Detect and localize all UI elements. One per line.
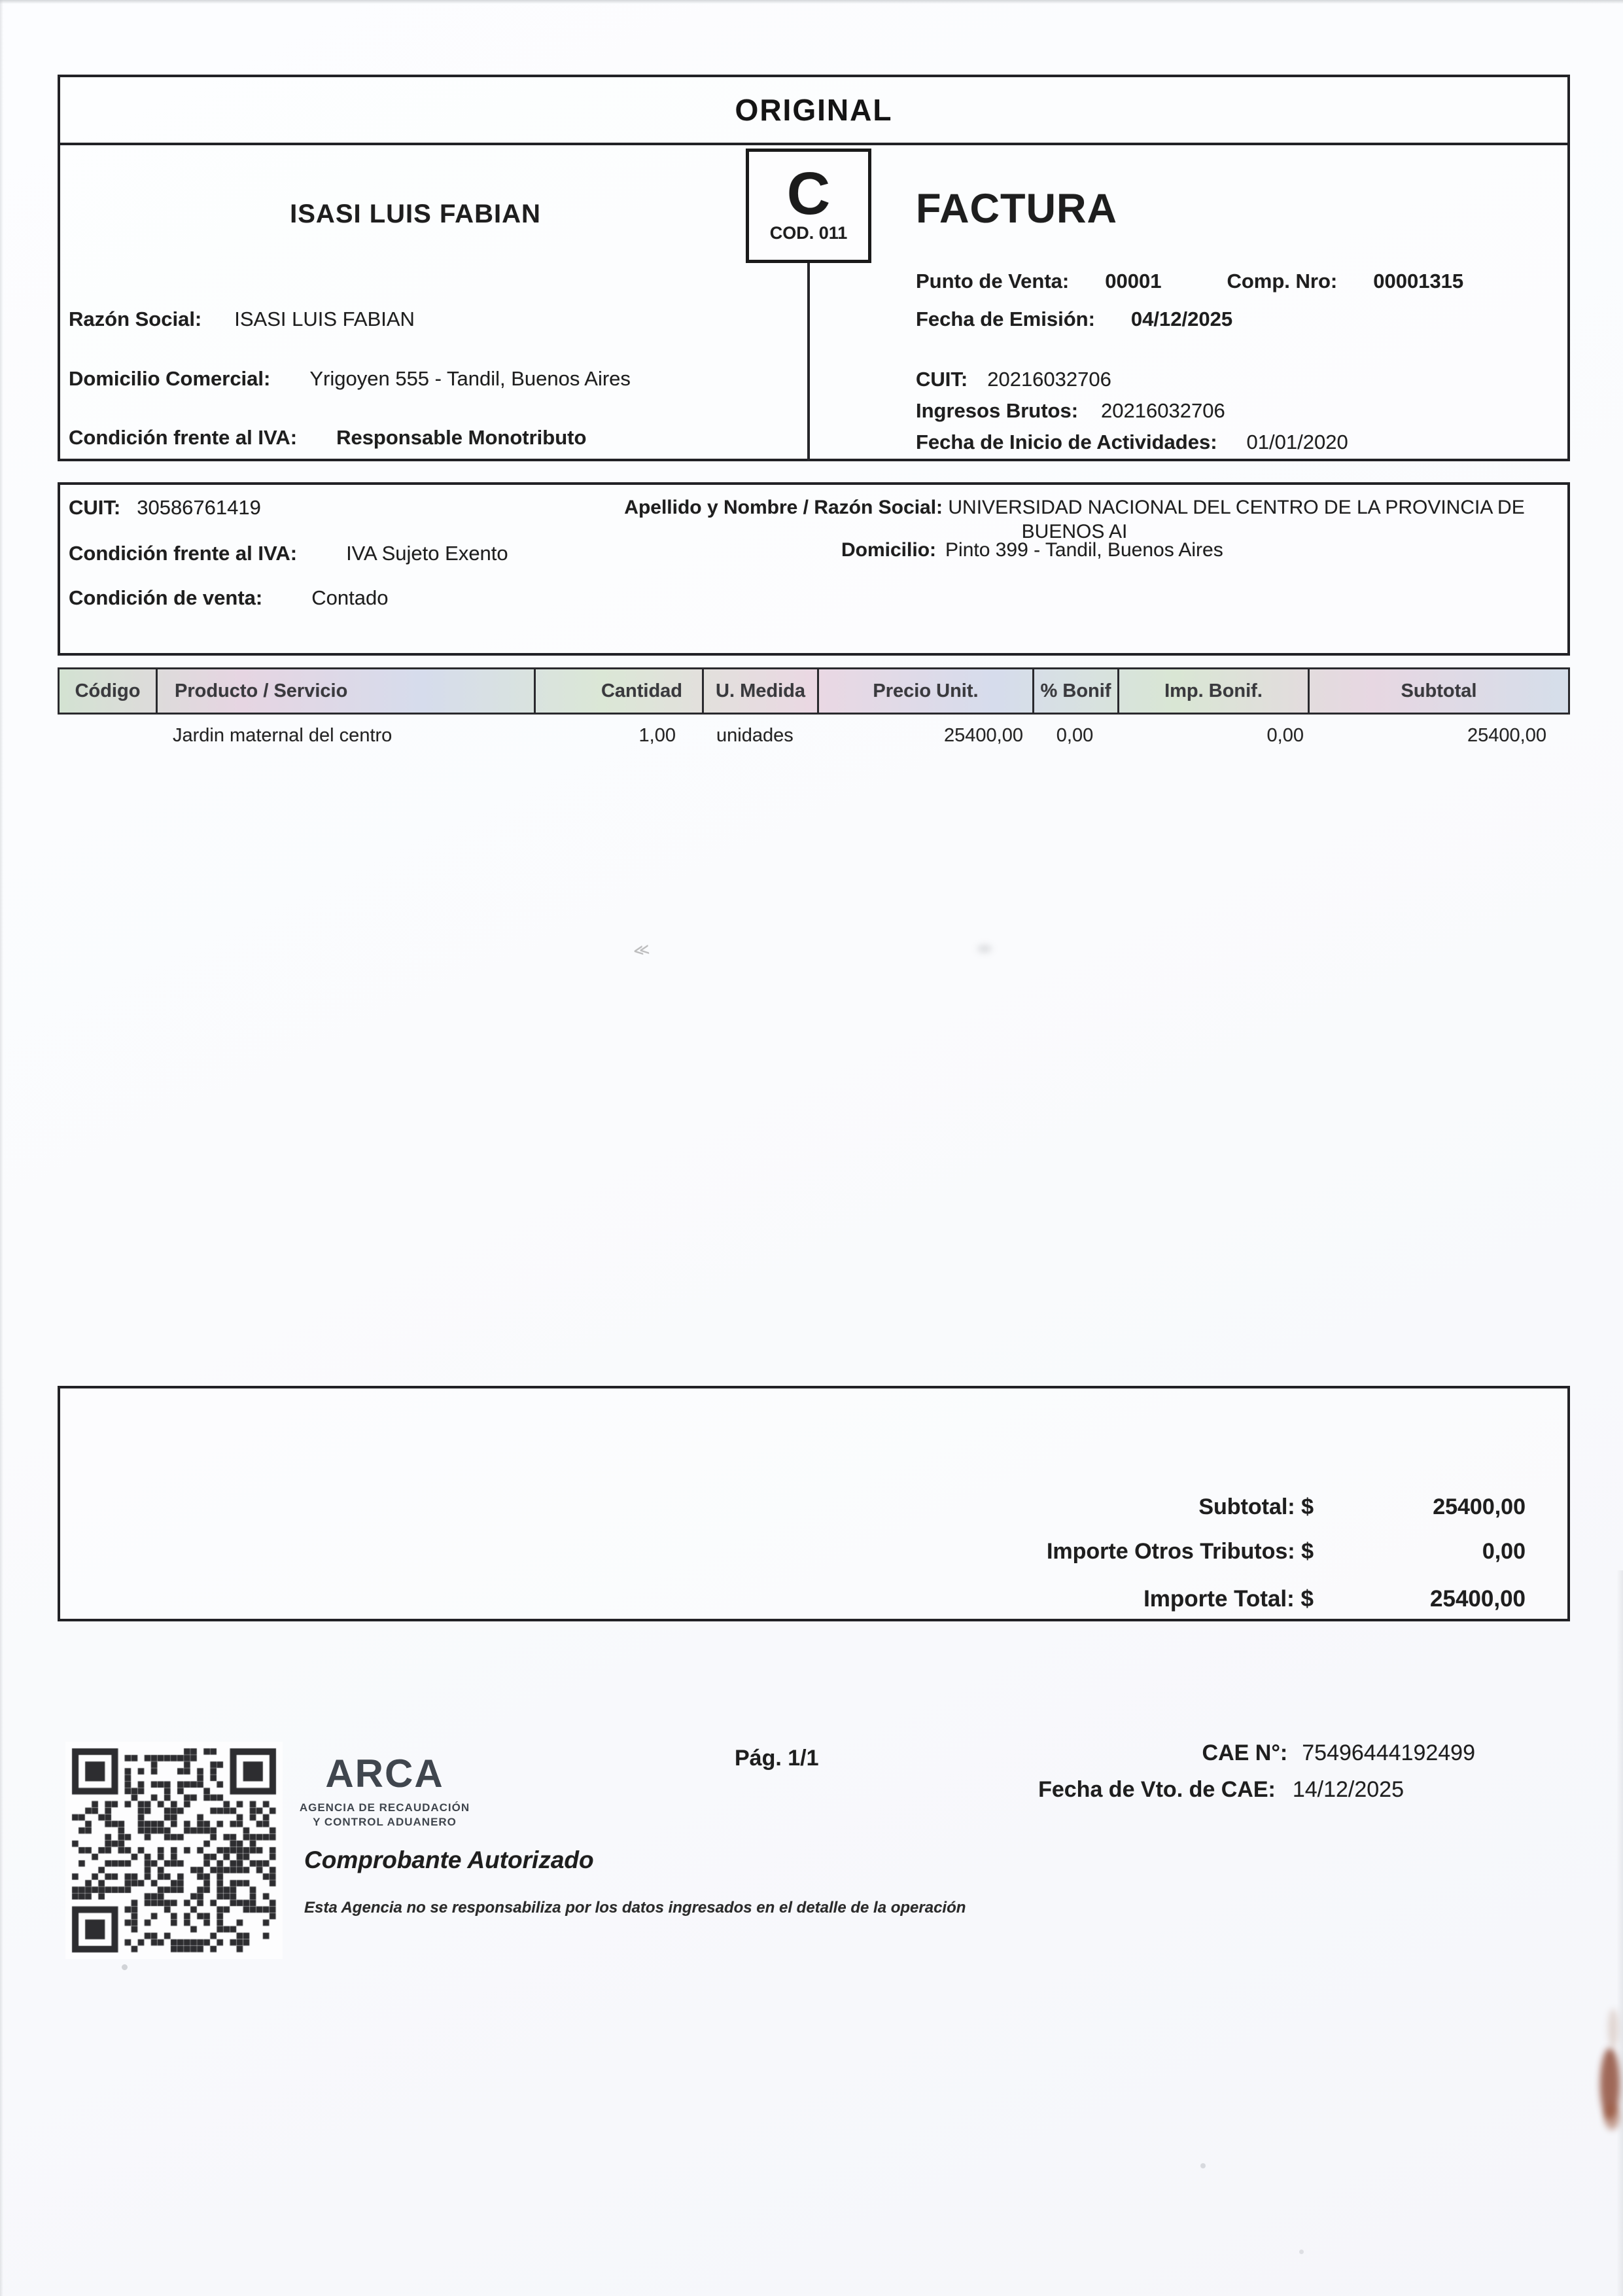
copy-type-label: ORIGINAL: [735, 93, 893, 127]
cell-codigo: [58, 725, 156, 747]
cae-due-date-row: [1038, 1777, 1404, 1803]
seller-razon-social-row: [69, 308, 415, 331]
cell-cantidad: 1,00: [638, 725, 676, 746]
seller-name: ISASI LUIS FABIAN: [290, 200, 541, 228]
customer-domicilio-value: Pinto 399 - Tandil, Buenos Aires: [945, 539, 1223, 561]
scan-artifact: [1299, 2250, 1304, 2254]
customer-iva-label: Condición frente al IVA:: [69, 542, 298, 565]
otros-tributos-value: 0,00: [1482, 1539, 1526, 1564]
customer-cuit-label: CUIT:: [69, 496, 121, 519]
fecha-emision-value: 04/12/2025: [1130, 308, 1233, 330]
subtotal-value: 25400,00: [1433, 1494, 1526, 1519]
condicion-iva-label: Condición frente al IVA:: [69, 426, 298, 449]
qr-code-icon: [65, 1742, 283, 1959]
seller-cuit-label: CUIT:: [916, 368, 968, 391]
cell-impbonif: 0,00: [1266, 725, 1304, 746]
cell-bonif: 0,00: [1056, 725, 1094, 746]
subtotal-row: [1198, 1494, 1526, 1520]
column-header-umedida: U. Medida: [704, 669, 819, 713]
column-header-subtotal: Subtotal: [1401, 680, 1477, 701]
authorized-label: Comprobante Autorizado: [304, 1846, 594, 1873]
cae-vto-label: Fecha de Vto. de CAE:: [1038, 1777, 1276, 1802]
column-header-bonif: % Bonif: [1034, 669, 1119, 713]
condicion-venta-label: Condición de venta:: [69, 586, 263, 609]
invoice-title: FACTURA: [916, 186, 1117, 232]
ingresos-brutos-row: [916, 399, 1225, 423]
otros-tributos-label: Importe Otros Tributos: $: [1046, 1539, 1314, 1564]
seller-cuit-row: [916, 368, 1111, 391]
disclaimer-text: Esta Agencia no se responsabiliza por los datos ingresados en el detalle de la operación: [304, 1899, 966, 1916]
customer-name-label: Apellido y Nombre / Razón Social:: [624, 497, 943, 518]
inicio-actividades-row: [916, 431, 1348, 454]
cell-precio: 25400,00: [944, 725, 1023, 746]
column-header-codigo: Código: [60, 669, 158, 713]
ink-smudge: [1608, 2009, 1618, 2048]
comp-nro-label: Comp. Nro:: [1227, 270, 1338, 292]
inicio-actividades-value: 01/01/2020: [1246, 431, 1348, 453]
cae-number-row: [1202, 1740, 1475, 1766]
invoice-type-letter: C: [786, 160, 831, 227]
column-header-impbonif: Imp. Bonif.: [1119, 669, 1310, 713]
ingresos-brutos-label: Ingresos Brutos:: [916, 399, 1079, 422]
scan-artifact: [1200, 2163, 1206, 2168]
punto-venta-label: Punto de Venta:: [916, 270, 1070, 292]
customer-iva-row: [69, 542, 508, 565]
customer-name-value: UNIVERSIDAD NACIONAL DEL CENTRO DE LA PROVINCIA DE BUENOS AI: [948, 497, 1525, 542]
arca-subtitle-line2: Y CONTROL ADUANERO: [313, 1816, 457, 1828]
inicio-actividades-label: Fecha de Inicio de Actividades:: [916, 431, 1217, 453]
condicion-iva-value: Responsable Monotributo: [336, 426, 587, 449]
fecha-emision-row: [916, 308, 1232, 331]
cell-umedida: unidades: [716, 725, 794, 746]
customer-name-block: [592, 495, 1557, 544]
table-row: [58, 725, 1570, 747]
scan-edge-right: [1616, 1570, 1623, 2296]
column-header-producto: Producto / Servicio: [158, 669, 536, 713]
cae-label: CAE N°:: [1202, 1740, 1288, 1765]
punto-venta-value: 00001: [1105, 270, 1162, 292]
customer-domicilio-label: Domicilio:: [841, 539, 937, 561]
customer-iva-value: IVA Sujeto Exento: [346, 542, 508, 565]
seller-domicilio-row: [69, 367, 631, 391]
arca-logo-subtitle: [293, 1801, 476, 1829]
customer-cuit-value: 30586761419: [137, 496, 261, 519]
invoice-type-box: [746, 149, 871, 263]
cae-value: 75496444192499: [1302, 1740, 1475, 1765]
header-divider-line: [807, 262, 810, 461]
domicilio-comercial-value: Yrigoyen 555 - Tandil, Buenos Aires: [309, 367, 631, 390]
customer-domicilio-row: [841, 539, 1223, 561]
arca-logo: ARCA: [325, 1752, 444, 1795]
column-header-cantidad: Cantidad: [536, 669, 704, 713]
ink-smudge: [1604, 2104, 1620, 2130]
arca-subtitle-line1: AGENCIA DE RECAUDACIÓN: [299, 1801, 470, 1814]
scan-artifact: ≪: [632, 940, 651, 961]
cae-vto-value: 14/12/2025: [1292, 1777, 1404, 1802]
razon-social-value: ISASI LUIS FABIAN: [234, 308, 415, 330]
importe-total-label: Importe Total: $: [1143, 1586, 1314, 1612]
seller-iva-row: [69, 426, 586, 450]
invoice-type-code: COD. 011: [769, 223, 848, 243]
customer-venta-row: [69, 586, 388, 610]
original-banner: [58, 75, 1570, 145]
page-indicator: Pág. 1/1: [735, 1746, 819, 1771]
domicilio-comercial-label: Domicilio Comercial:: [69, 367, 271, 390]
line-items-header: [58, 667, 1570, 715]
customer-cuit-row: [69, 496, 261, 520]
scan-edge-top: [0, 0, 1623, 4]
comp-nro-value: 00001315: [1373, 270, 1464, 292]
scan-edge-left: [0, 0, 3, 2296]
scan-artifact: [122, 1964, 128, 1970]
importe-total-value: 25400,00: [1430, 1586, 1526, 1612]
fecha-emision-label: Fecha de Emisión:: [916, 308, 1095, 330]
subtotal-label: Subtotal: $: [1198, 1494, 1314, 1519]
otros-tributos-row: [1047, 1539, 1526, 1564]
punto-venta-row: [916, 270, 1463, 293]
scan-artifact: [977, 945, 992, 953]
cell-producto: Jardin maternal del centro: [173, 725, 393, 746]
razon-social-label: Razón Social:: [69, 308, 202, 330]
column-header-precio: Precio Unit.: [819, 669, 1034, 713]
seller-cuit-value: 20216032706: [987, 368, 1111, 391]
condicion-venta-value: Contado: [311, 586, 389, 609]
ingresos-brutos-value: 20216032706: [1101, 399, 1225, 422]
cell-subtotal: 25400,00: [1467, 725, 1546, 746]
importe-total-row: [1143, 1586, 1526, 1612]
